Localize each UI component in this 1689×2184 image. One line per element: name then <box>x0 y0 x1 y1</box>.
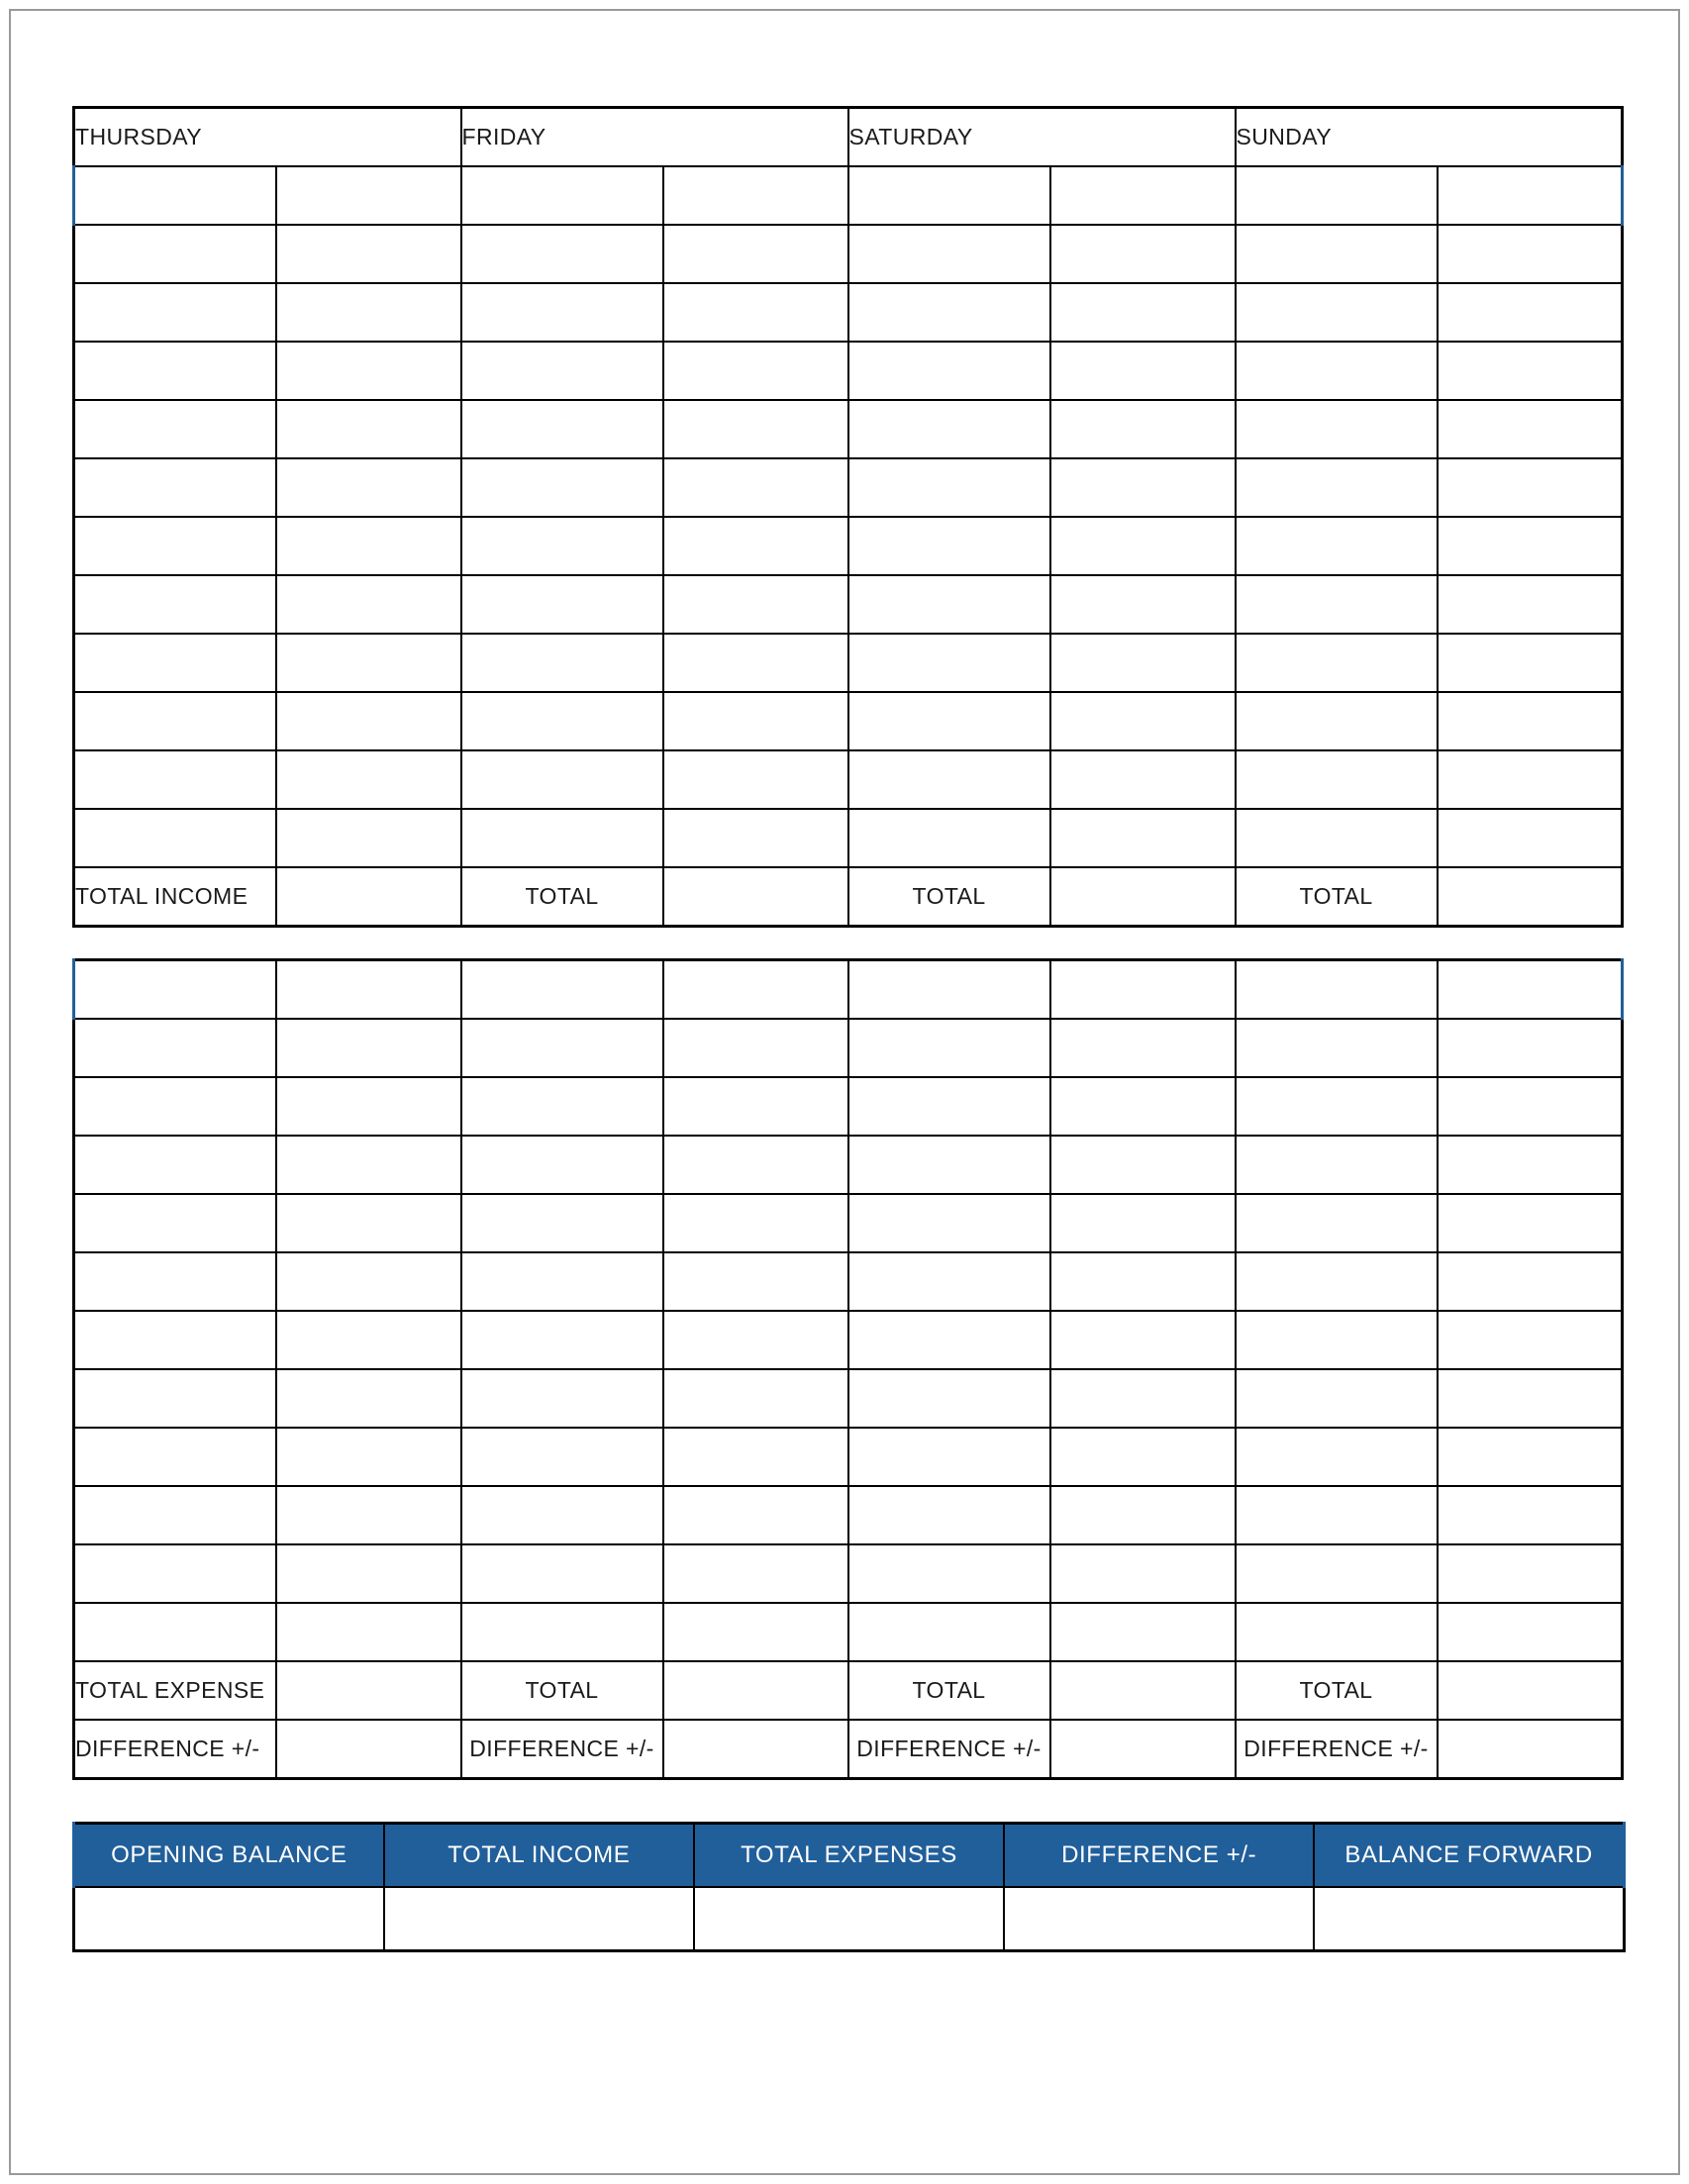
income-entry-amount-saturday[interactable] <box>1050 225 1236 283</box>
income-entry-label-sunday[interactable] <box>1236 809 1438 867</box>
total-income-label-sunday: TOTAL <box>1236 867 1438 927</box>
expenses-col-header-sunday: EXPENSES <box>1236 960 1438 1020</box>
expenses-entry-amount-saturday[interactable] <box>1050 1486 1236 1544</box>
expenses-entry-label-thursday[interactable] <box>74 1428 276 1486</box>
expenses-entry-amount-friday[interactable] <box>663 1544 848 1603</box>
total-expense-label-friday: TOTAL <box>461 1661 663 1720</box>
expenses-entry-amount-saturday[interactable] <box>1050 1077 1236 1136</box>
expenses-entry-amount-saturday[interactable] <box>1050 1544 1236 1603</box>
income-entry-amount-saturday[interactable] <box>1050 692 1236 750</box>
expenses-entry-amount-friday[interactable] <box>663 1019 848 1077</box>
expenses-entry-label-thursday[interactable] <box>74 1136 276 1194</box>
expenses-entry-label-sunday[interactable] <box>1236 1311 1438 1369</box>
expenses-entry-label-friday[interactable] <box>461 1136 663 1194</box>
income-amount-header-saturday: $ <box>1050 166 1236 225</box>
income-entry-amount-friday[interactable] <box>663 517 848 575</box>
expenses-col-header-saturday: EXPENSES <box>848 960 1050 1020</box>
income-entry-amount-friday[interactable] <box>663 225 848 283</box>
difference-label-saturday: DIFFERENCE +/- <box>848 1720 1050 1779</box>
income-entry-label-saturday[interactable] <box>848 458 1050 517</box>
income-entry-amount-sunday[interactable] <box>1438 575 1623 634</box>
total-income-value-friday[interactable] <box>663 867 848 927</box>
income-entry-amount-saturday[interactable] <box>1050 283 1236 342</box>
income-entry-amount-sunday[interactable] <box>1438 692 1623 750</box>
expenses-col-header-friday: EXPENSES <box>461 960 663 1020</box>
expenses-entry-amount-saturday[interactable] <box>1050 1019 1236 1077</box>
income-amount-header-thursday: $ <box>276 166 461 225</box>
expenses-entry-amount-saturday[interactable] <box>1050 1194 1236 1252</box>
day-header-sunday: SUNDAY <box>1236 108 1623 167</box>
expenses-entry-label-friday[interactable] <box>461 1311 663 1369</box>
expenses-entry-amount-friday[interactable] <box>663 1369 848 1428</box>
income-entry-amount-thursday[interactable] <box>276 283 461 342</box>
expenses-entry-row <box>74 1252 1623 1311</box>
expenses-entry-label-friday[interactable] <box>461 1369 663 1428</box>
income-entry-label-thursday[interactable] <box>74 634 276 692</box>
income-entry-amount-friday[interactable] <box>663 634 848 692</box>
expenses-entry-amount-thursday[interactable] <box>276 1252 461 1311</box>
expenses-entry-amount-friday[interactable] <box>663 1194 848 1252</box>
expenses-entry-amount-thursday[interactable] <box>276 1369 461 1428</box>
total-expense-value-thursday[interactable] <box>276 1661 461 1720</box>
income-entry-label-sunday[interactable] <box>1236 750 1438 809</box>
income-entry-label-thursday[interactable] <box>74 400 276 458</box>
income-entry-label-thursday[interactable] <box>74 517 276 575</box>
table-gap-expenses-summary <box>72 1780 1623 1822</box>
income-entry-label-thursday[interactable] <box>74 750 276 809</box>
income-entry-label-saturday[interactable] <box>848 400 1050 458</box>
income-entry-label-saturday[interactable] <box>848 750 1050 809</box>
income-entry-amount-sunday[interactable] <box>1438 458 1623 517</box>
expenses-entry-amount-thursday[interactable] <box>276 1428 461 1486</box>
worksheet <box>72 106 1623 1952</box>
income-entry-amount-thursday[interactable] <box>276 750 461 809</box>
income-entry-label-sunday[interactable] <box>1236 458 1438 517</box>
expenses-entry-row <box>74 1019 1623 1077</box>
income-amount-header-friday: $ <box>663 166 848 225</box>
summary-header-total-expenses: TOTAL EXPENSES <box>694 1824 1004 1888</box>
income-entry-row <box>74 458 1623 517</box>
income-entry-label-saturday[interactable] <box>848 225 1050 283</box>
income-entry-row <box>74 750 1623 809</box>
expenses-entry-amount-sunday[interactable] <box>1438 1311 1623 1369</box>
income-entry-label-sunday[interactable] <box>1236 692 1438 750</box>
expenses-entry-label-friday[interactable] <box>461 1252 663 1311</box>
expenses-entry-label-sunday[interactable] <box>1236 1019 1438 1077</box>
income-entry-label-thursday[interactable] <box>74 283 276 342</box>
income-amount-header-sunday: $ <box>1438 166 1623 225</box>
expenses-entry-amount-sunday[interactable] <box>1438 1252 1623 1311</box>
expenses-entry-row <box>74 1136 1623 1194</box>
expenses-entry-label-sunday[interactable] <box>1236 1486 1438 1544</box>
expenses-entry-row <box>74 1486 1623 1544</box>
expenses-entry-row <box>74 1077 1623 1136</box>
income-entry-amount-friday[interactable] <box>663 809 848 867</box>
total-expense-value-saturday[interactable] <box>1050 1661 1236 1720</box>
income-entry-label-saturday[interactable] <box>848 283 1050 342</box>
income-entry-label-saturday[interactable] <box>848 575 1050 634</box>
expenses-entry-amount-thursday[interactable] <box>276 1311 461 1369</box>
expenses-entry-label-sunday[interactable] <box>1236 1194 1438 1252</box>
expenses-entry-label-sunday[interactable] <box>1236 1369 1438 1428</box>
table-gap-income-expenses <box>72 928 1623 958</box>
income-entry-row <box>74 692 1623 750</box>
expenses-entry-label-saturday[interactable] <box>848 1252 1050 1311</box>
expenses-entry-amount-friday[interactable] <box>663 1428 848 1486</box>
income-col-header-saturday: INCOME <box>848 166 1050 225</box>
expenses-entry-amount-saturday[interactable] <box>1050 1428 1236 1486</box>
income-entry-amount-sunday[interactable] <box>1438 634 1623 692</box>
income-entry-amount-thursday[interactable] <box>276 517 461 575</box>
income-entry-amount-sunday[interactable] <box>1438 517 1623 575</box>
expenses-entry-label-thursday[interactable] <box>74 1019 276 1077</box>
expenses-amount-header-saturday: $ <box>1050 960 1236 1020</box>
expenses-entry-row <box>74 1544 1623 1603</box>
expenses-entry-amount-thursday[interactable] <box>276 1603 461 1661</box>
expenses-entry-amount-thursday[interactable] <box>276 1077 461 1136</box>
income-entry-amount-thursday[interactable] <box>276 342 461 400</box>
day-header-thursday: THURSDAY <box>74 108 461 167</box>
income-entry-label-saturday[interactable] <box>848 692 1050 750</box>
income-entry-amount-thursday[interactable] <box>276 692 461 750</box>
income-entry-label-sunday[interactable] <box>1236 342 1438 400</box>
expenses-entry-label-friday[interactable] <box>461 1486 663 1544</box>
income-entry-amount-thursday[interactable] <box>276 400 461 458</box>
summary-value-difference[interactable] <box>1004 1887 1314 1951</box>
expenses-entry-amount-thursday[interactable] <box>276 1019 461 1077</box>
expenses-entry-label-friday[interactable] <box>461 1544 663 1603</box>
income-entry-label-friday[interactable] <box>461 750 663 809</box>
summary-header-opening-balance: OPENING BALANCE <box>74 1824 384 1888</box>
income-entry-amount-friday[interactable] <box>663 342 848 400</box>
expenses-col-header-thursday: EXPENSES <box>74 960 276 1020</box>
day-header-saturday: SATURDAY <box>848 108 1236 167</box>
total-income-label-friday: TOTAL <box>461 867 663 927</box>
income-entry-amount-thursday[interactable] <box>276 575 461 634</box>
income-entry-label-saturday[interactable] <box>848 517 1050 575</box>
expenses-entry-label-friday[interactable] <box>461 1194 663 1252</box>
expenses-entry-label-sunday[interactable] <box>1236 1077 1438 1136</box>
expenses-entry-amount-saturday[interactable] <box>1050 1311 1236 1369</box>
income-entry-amount-thursday[interactable] <box>276 225 461 283</box>
expenses-entry-amount-sunday[interactable] <box>1438 1603 1623 1661</box>
summary-header-balance-forward: BALANCE FORWARD <box>1314 1824 1624 1888</box>
difference-value-thursday[interactable] <box>276 1720 461 1779</box>
income-entry-label-friday[interactable] <box>461 283 663 342</box>
expenses-entry-amount-sunday[interactable] <box>1438 1428 1623 1486</box>
expenses-entry-amount-friday[interactable] <box>663 1252 848 1311</box>
income-entry-label-thursday[interactable] <box>74 575 276 634</box>
expenses-entry-label-thursday[interactable] <box>74 1252 276 1311</box>
income-entry-label-sunday[interactable] <box>1236 400 1438 458</box>
total-expense-value-friday[interactable] <box>663 1661 848 1720</box>
income-entry-label-saturday[interactable] <box>848 342 1050 400</box>
income-entry-amount-thursday[interactable] <box>276 809 461 867</box>
expenses-entry-label-saturday[interactable] <box>848 1311 1050 1369</box>
income-entry-amount-saturday[interactable] <box>1050 517 1236 575</box>
total-expense-value-sunday[interactable] <box>1438 1661 1623 1720</box>
income-entry-row <box>74 575 1623 634</box>
income-entry-label-thursday[interactable] <box>74 809 276 867</box>
income-entry-row <box>74 283 1623 342</box>
expenses-entry-amount-friday[interactable] <box>663 1603 848 1661</box>
income-entry-label-friday[interactable] <box>461 225 663 283</box>
expenses-entry-amount-friday[interactable] <box>663 1136 848 1194</box>
summary-value-opening-balance[interactable] <box>74 1887 384 1951</box>
difference-label-thursday: DIFFERENCE +/- <box>74 1720 276 1779</box>
income-entry-label-friday[interactable] <box>461 517 663 575</box>
expenses-entry-label-thursday[interactable] <box>74 1077 276 1136</box>
income-entry-row <box>74 400 1623 458</box>
income-entry-amount-saturday[interactable] <box>1050 750 1236 809</box>
summary-header-total-income: TOTAL INCOME <box>384 1824 694 1888</box>
expenses-entry-amount-thursday[interactable] <box>276 1194 461 1252</box>
summary-header-row <box>74 1824 1625 1888</box>
summary-value-total-expenses[interactable] <box>694 1887 1004 1951</box>
expenses-entry-label-saturday[interactable] <box>848 1544 1050 1603</box>
expenses-entry-amount-friday[interactable] <box>663 1486 848 1544</box>
income-entry-label-sunday[interactable] <box>1236 634 1438 692</box>
expenses-entry-label-saturday[interactable] <box>848 1369 1050 1428</box>
expenses-entry-amount-saturday[interactable] <box>1050 1603 1236 1661</box>
expenses-entry-label-thursday[interactable] <box>74 1544 276 1603</box>
expenses-entry-label-saturday[interactable] <box>848 1077 1050 1136</box>
income-entry-label-sunday[interactable] <box>1236 575 1438 634</box>
income-entry-amount-friday[interactable] <box>663 400 848 458</box>
income-entry-amount-sunday[interactable] <box>1438 400 1623 458</box>
expenses-entry-amount-friday[interactable] <box>663 1077 848 1136</box>
expenses-entry-amount-saturday[interactable] <box>1050 1252 1236 1311</box>
expenses-entry-label-thursday[interactable] <box>74 1194 276 1252</box>
expenses-entry-row <box>74 1603 1623 1661</box>
expenses-amount-header-thursday: $ <box>276 960 461 1020</box>
expenses-entry-label-friday[interactable] <box>461 1428 663 1486</box>
expenses-entry-amount-saturday[interactable] <box>1050 1136 1236 1194</box>
expenses-entry-label-saturday[interactable] <box>848 1428 1050 1486</box>
income-entry-amount-friday[interactable] <box>663 458 848 517</box>
expenses-entry-amount-saturday[interactable] <box>1050 1369 1236 1428</box>
expenses-column-header-row <box>74 960 1623 1020</box>
expenses-entry-label-sunday[interactable] <box>1236 1544 1438 1603</box>
income-entry-amount-friday[interactable] <box>663 283 848 342</box>
difference-value-friday[interactable] <box>663 1720 848 1779</box>
expenses-difference-row <box>74 1720 1623 1779</box>
income-table <box>72 106 1624 928</box>
expenses-entry-label-saturday[interactable] <box>848 1019 1050 1077</box>
expenses-entry-row <box>74 1369 1623 1428</box>
summary-table <box>72 1822 1626 1952</box>
total-expense-label-sunday: TOTAL <box>1236 1661 1438 1720</box>
summary-value-total-income[interactable] <box>384 1887 694 1951</box>
summary-header-difference: DIFFERENCE +/- <box>1004 1824 1314 1888</box>
income-col-header-sunday: INCOME <box>1236 166 1438 225</box>
income-entry-label-friday[interactable] <box>461 634 663 692</box>
total-income-label-saturday: TOTAL <box>848 867 1050 927</box>
income-entry-amount-sunday[interactable] <box>1438 342 1623 400</box>
expenses-entry-label-sunday[interactable] <box>1236 1428 1438 1486</box>
total-income-value-thursday[interactable] <box>276 867 461 927</box>
summary-value-row <box>74 1887 1625 1951</box>
income-entry-row <box>74 342 1623 400</box>
income-total-row <box>74 867 1623 927</box>
difference-value-saturday[interactable] <box>1050 1720 1236 1779</box>
summary-value-balance-forward[interactable] <box>1314 1887 1624 1951</box>
expenses-table <box>72 958 1624 1780</box>
expenses-entry-row <box>74 1428 1623 1486</box>
income-col-header-thursday: INCOME <box>74 166 276 225</box>
expenses-entry-label-saturday[interactable] <box>848 1603 1050 1661</box>
expenses-entry-label-thursday[interactable] <box>74 1603 276 1661</box>
expenses-entry-amount-friday[interactable] <box>663 1311 848 1369</box>
income-entry-row <box>74 634 1623 692</box>
total-expense-label: TOTAL EXPENSE <box>74 1661 276 1720</box>
income-entry-label-friday[interactable] <box>461 400 663 458</box>
income-entry-label-thursday[interactable] <box>74 225 276 283</box>
difference-label-friday: DIFFERENCE +/- <box>461 1720 663 1779</box>
expenses-entry-amount-sunday[interactable] <box>1438 1486 1623 1544</box>
income-entry-amount-sunday[interactable] <box>1438 283 1623 342</box>
income-entry-amount-saturday[interactable] <box>1050 809 1236 867</box>
income-entry-amount-thursday[interactable] <box>276 458 461 517</box>
income-entry-label-friday[interactable] <box>461 575 663 634</box>
expenses-entry-amount-sunday[interactable] <box>1438 1369 1623 1428</box>
expenses-entry-label-sunday[interactable] <box>1236 1252 1438 1311</box>
income-entry-label-sunday[interactable] <box>1236 283 1438 342</box>
expenses-amount-header-sunday: $ <box>1438 960 1623 1020</box>
income-day-header-row <box>74 108 1623 167</box>
income-entry-label-friday[interactable] <box>461 809 663 867</box>
income-entry-row <box>74 225 1623 283</box>
expenses-entry-amount-sunday[interactable] <box>1438 1194 1623 1252</box>
income-entry-label-thursday[interactable] <box>74 692 276 750</box>
income-entry-amount-saturday[interactable] <box>1050 342 1236 400</box>
expenses-entry-row <box>74 1311 1623 1369</box>
income-entry-amount-saturday[interactable] <box>1050 400 1236 458</box>
expenses-entry-label-friday[interactable] <box>461 1019 663 1077</box>
expenses-entry-amount-sunday[interactable] <box>1438 1136 1623 1194</box>
income-entry-row <box>74 809 1623 867</box>
day-header-friday: FRIDAY <box>461 108 848 167</box>
income-entry-amount-saturday[interactable] <box>1050 575 1236 634</box>
income-entry-amount-thursday[interactable] <box>276 634 461 692</box>
expenses-entry-label-friday[interactable] <box>461 1077 663 1136</box>
income-entry-label-saturday[interactable] <box>848 634 1050 692</box>
income-entry-label-sunday[interactable] <box>1236 225 1438 283</box>
expenses-entry-label-sunday[interactable] <box>1236 1603 1438 1661</box>
income-entry-label-friday[interactable] <box>461 342 663 400</box>
expenses-entry-amount-sunday[interactable] <box>1438 1019 1623 1077</box>
income-entry-label-friday[interactable] <box>461 692 663 750</box>
income-entry-amount-friday[interactable] <box>663 750 848 809</box>
income-entry-label-thursday[interactable] <box>74 342 276 400</box>
total-income-label: TOTAL INCOME <box>74 867 276 927</box>
expenses-entry-label-thursday[interactable] <box>74 1369 276 1428</box>
page-frame <box>9 9 1680 2175</box>
expenses-entry-label-friday[interactable] <box>461 1603 663 1661</box>
income-entry-label-saturday[interactable] <box>848 809 1050 867</box>
total-income-value-sunday[interactable] <box>1438 867 1623 927</box>
expenses-entry-label-sunday[interactable] <box>1236 1136 1438 1194</box>
difference-label-sunday: DIFFERENCE +/- <box>1236 1720 1438 1779</box>
expenses-amount-header-friday: $ <box>663 960 848 1020</box>
income-entry-label-friday[interactable] <box>461 458 663 517</box>
expenses-entry-label-saturday[interactable] <box>848 1136 1050 1194</box>
income-entry-amount-friday[interactable] <box>663 575 848 634</box>
expenses-total-row <box>74 1661 1623 1720</box>
income-entry-amount-sunday[interactable] <box>1438 809 1623 867</box>
expenses-entry-amount-thursday[interactable] <box>276 1136 461 1194</box>
income-column-header-row <box>74 166 1623 225</box>
income-entry-label-thursday[interactable] <box>74 458 276 517</box>
expenses-entry-label-saturday[interactable] <box>848 1486 1050 1544</box>
total-expense-label-saturday: TOTAL <box>848 1661 1050 1720</box>
expenses-entry-amount-thursday[interactable] <box>276 1544 461 1603</box>
income-entry-label-sunday[interactable] <box>1236 517 1438 575</box>
income-entry-amount-saturday[interactable] <box>1050 634 1236 692</box>
expenses-entry-amount-sunday[interactable] <box>1438 1077 1623 1136</box>
difference-value-sunday[interactable] <box>1438 1720 1623 1779</box>
income-entry-amount-sunday[interactable] <box>1438 750 1623 809</box>
expenses-entry-amount-thursday[interactable] <box>276 1486 461 1544</box>
income-entry-row <box>74 517 1623 575</box>
expenses-entry-label-thursday[interactable] <box>74 1311 276 1369</box>
expenses-entry-label-thursday[interactable] <box>74 1486 276 1544</box>
income-entry-amount-friday[interactable] <box>663 692 848 750</box>
income-entry-amount-sunday[interactable] <box>1438 225 1623 283</box>
income-entry-amount-saturday[interactable] <box>1050 458 1236 517</box>
expenses-entry-amount-sunday[interactable] <box>1438 1544 1623 1603</box>
expenses-entry-label-saturday[interactable] <box>848 1194 1050 1252</box>
expenses-entry-row <box>74 1194 1623 1252</box>
income-col-header-friday: INCOME <box>461 166 663 225</box>
total-income-value-saturday[interactable] <box>1050 867 1236 927</box>
